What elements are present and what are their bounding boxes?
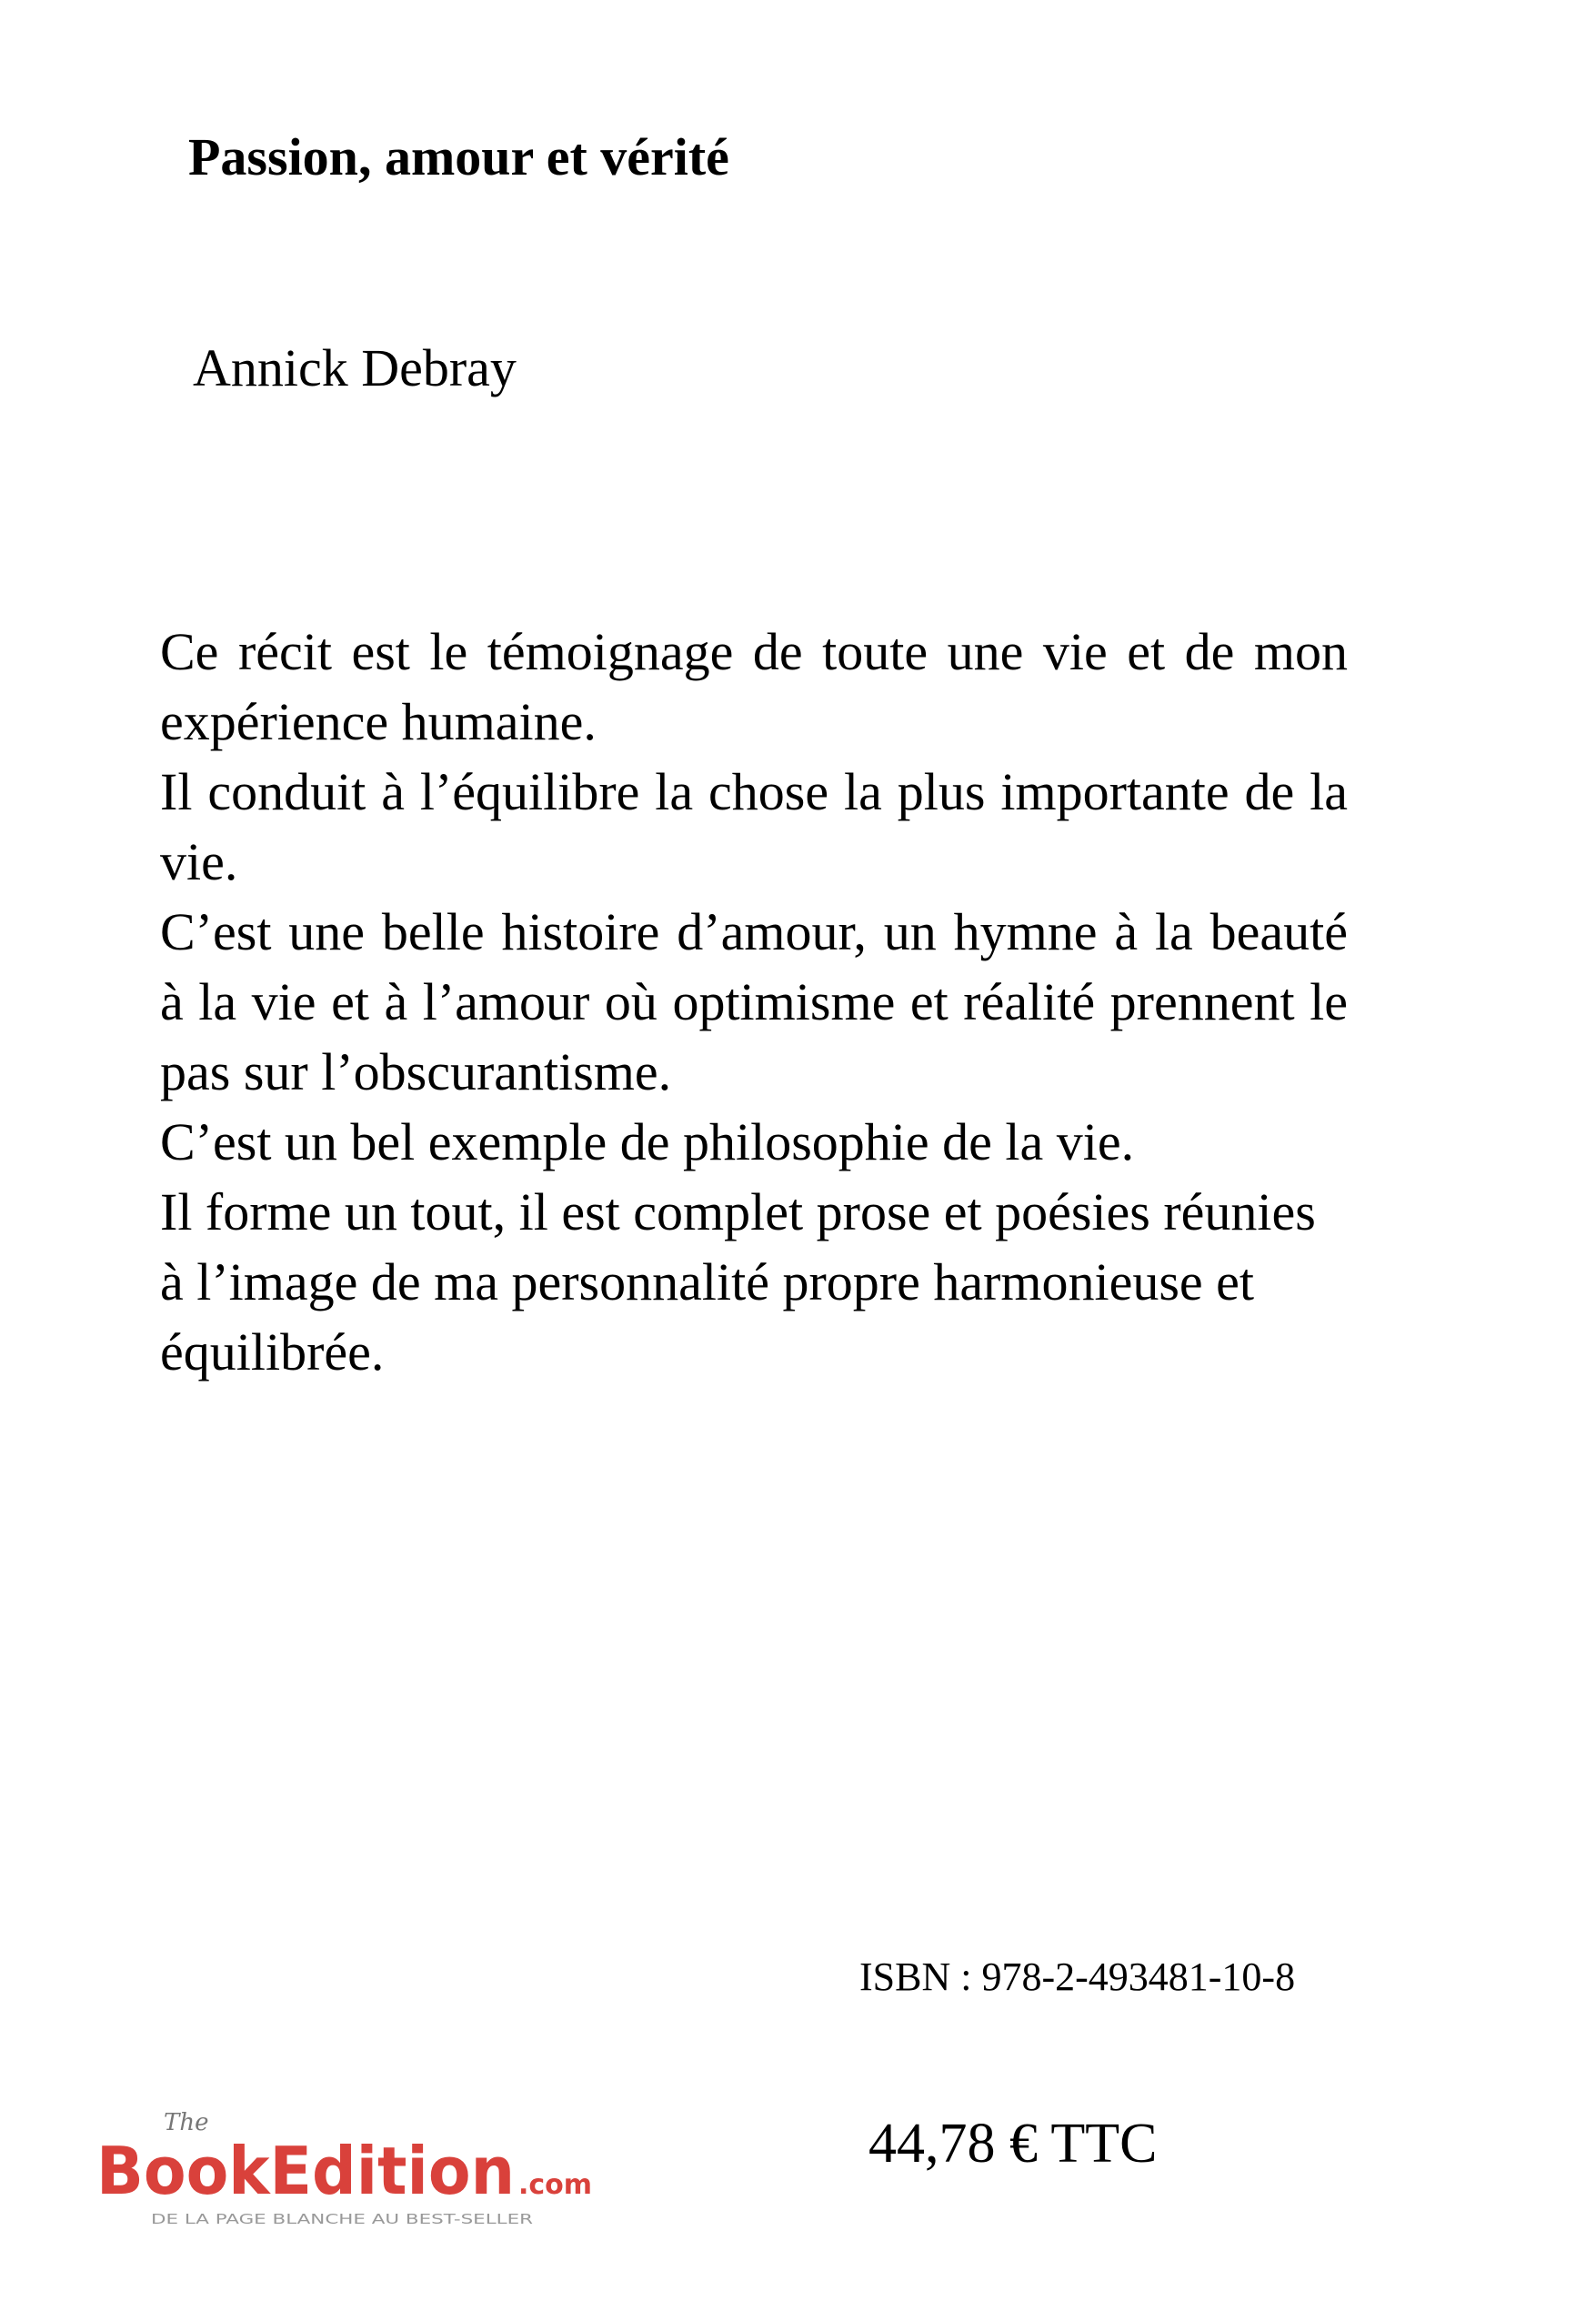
blurb-paragraph: Il forme un tout, il est complet prose et poésies réunies à l’image de ma personnalité propre harmonieuse et équilibrée. bbox=[160, 1182, 1316, 1382]
isbn-label: ISBN : 978-2-493481-10-8 bbox=[859, 1954, 1296, 1999]
blurb-paragraph: C’est une belle histoire d’amour, un hymne à la beauté à la vie et à l’amour où optimisme et réalité prennent le pas sur l’obscurantisme. bbox=[160, 902, 1348, 1101]
logo-suffix: .com bbox=[518, 2169, 593, 2201]
publisher-logo bbox=[84, 2092, 638, 2242]
back-cover-blurb bbox=[160, 617, 1348, 1387]
blurb-paragraph: Il conduit à l’équilibre la chose la plus importante de la vie. bbox=[160, 762, 1348, 891]
logo-wordmark: BookEdition bbox=[96, 2133, 515, 2209]
price-label: 44,78 € TTC bbox=[868, 2113, 1158, 2175]
logo-tagline: DE LA PAGE BLANCHE AU BEST-SELLER bbox=[151, 2211, 533, 2227]
author-name: Annick Debray bbox=[193, 338, 517, 397]
logo-prefix: The bbox=[164, 2109, 209, 2136]
blurb-paragraph: Ce récit est le témoignage de toute une vie et de mon expérience humaine. bbox=[160, 622, 1348, 751]
blurb-paragraph: C’est un bel exemple de philosophie de la vie. bbox=[160, 1112, 1135, 1171]
book-title: Passion, amour et vérité bbox=[188, 127, 729, 186]
